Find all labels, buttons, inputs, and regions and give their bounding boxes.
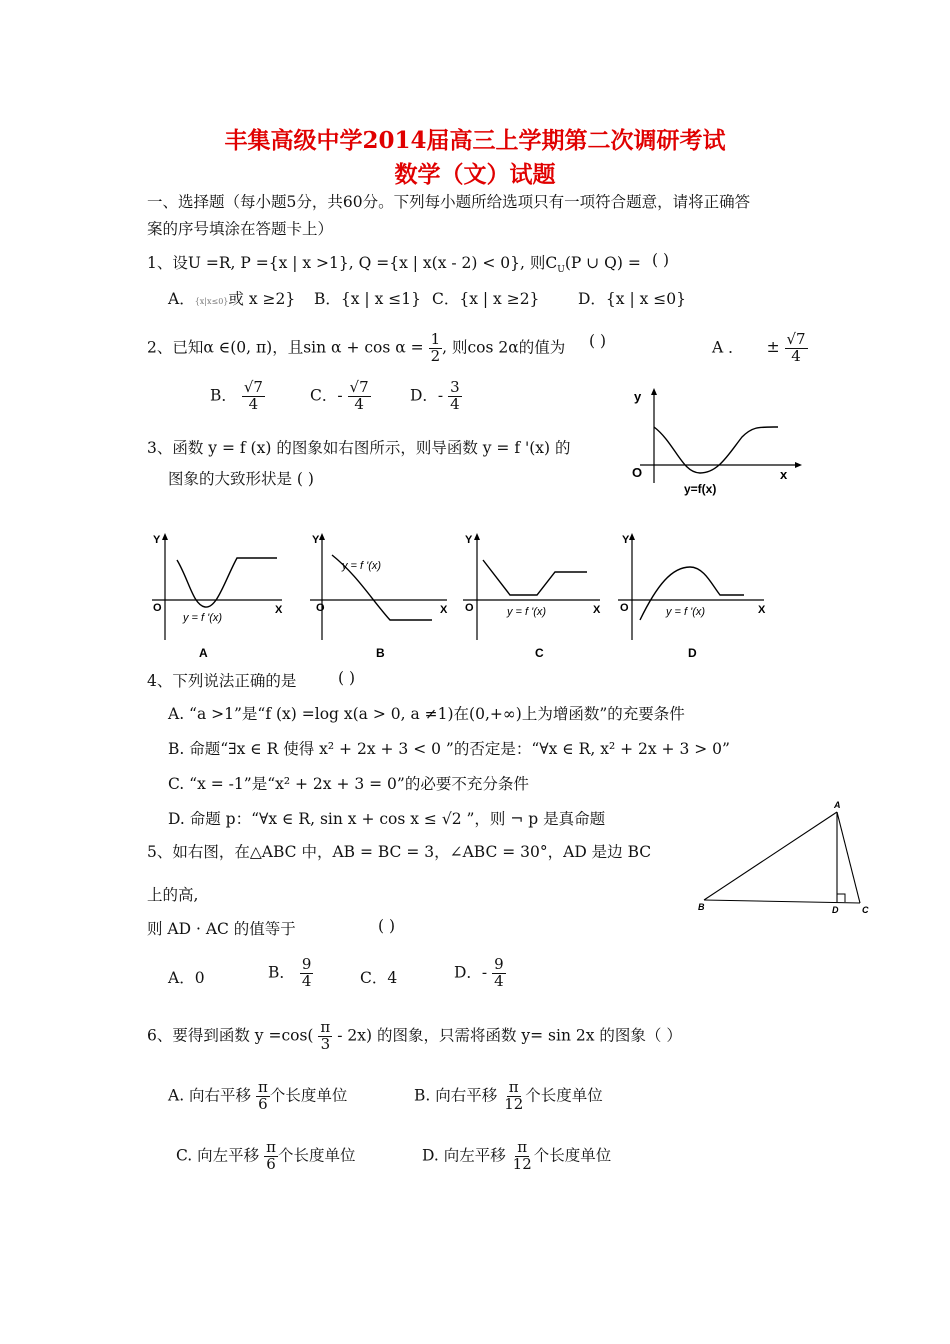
- q2-answer-blank: ( ): [589, 332, 607, 350]
- q2-a-num: √7: [786, 330, 806, 348]
- q6-pi: π: [320, 1018, 331, 1036]
- q6-d-unit: 个长度单位: [533, 1146, 612, 1165]
- section-instructions-line2: 案的序号填涂在答题卡上）: [147, 220, 334, 238]
- q2-option-a: [712, 332, 808, 365]
- q6-c-text: C. 向左平移: [176, 1146, 260, 1165]
- q6-option-a: [168, 1080, 347, 1113]
- q6-a-den: 6: [258, 1094, 268, 1113]
- section-instructions-line1: 一、选择题（每小题5分，共60分。下列每小题所给选项只有一项符合题意，请将正确答: [147, 193, 751, 211]
- q4-option-c: C. “x = -1”是“x² + 2x + 3 = 0”的必要不充分条件: [168, 775, 529, 793]
- q4-option-a: A. “a >1”是“f (x) =log x(a > 0, a ≠1)在(0,+∞)上为增函数”的充要条件: [168, 705, 685, 723]
- q3-a-x-label: X: [275, 604, 283, 616]
- q6-b-text: B. 向右平移: [414, 1086, 498, 1105]
- q2-d-num: 3: [450, 378, 460, 396]
- q2-fraction-half: [429, 332, 443, 365]
- q3-a-origin: O: [153, 602, 162, 614]
- q3-b-curve-label: y = f '(x): [342, 560, 382, 572]
- q4-option-b: B. 命题“∃x ∈ R 使得 x² + 2x + 3 < 0 ”的否定是：“∀x ∈ R, x² + 2x + 3 > 0”: [168, 740, 730, 758]
- q3-d-x-label: X: [758, 604, 766, 616]
- q3-main-curve-label: y=f(x): [684, 482, 717, 496]
- q6-fraction-pi-3: [318, 1020, 332, 1053]
- q5-option-b: [268, 957, 313, 990]
- q3-a-letter: A: [199, 646, 208, 660]
- q6-c-den: 6: [266, 1154, 276, 1173]
- q5-line2: 上的高,: [147, 886, 199, 904]
- q2-option-c: [310, 380, 371, 413]
- q3-main-origin-label: O: [632, 465, 643, 480]
- q6-a-fraction: [256, 1080, 270, 1113]
- q1-option-a-text: 或 x ≥2}: [228, 290, 296, 308]
- q2-option-b: [210, 380, 265, 413]
- q6-option-c: [176, 1140, 355, 1173]
- q5-line1: 5、如右图，在△ABC 中，AB = BC = 3，∠ABC = 30°，AD 是边 BC: [147, 843, 652, 861]
- q6-three: 3: [320, 1034, 331, 1053]
- q6-stem-text: 6、要得到函数 y =cos(: [147, 1026, 314, 1045]
- q4-option-d: D. 命题 p：“∀x ∈ R, sin x + cos x ≤ √2 ”，则 ¬ p 是真命题: [168, 810, 606, 828]
- q3-d-origin: O: [620, 602, 629, 614]
- q3-c-y-label: Y: [465, 534, 473, 546]
- q3-option-c-graph: [455, 525, 605, 665]
- q3-d-y-label: Y: [622, 534, 630, 546]
- q3-c-x-label: X: [593, 604, 601, 616]
- q3-c-curve-label: y = f '(x): [507, 606, 547, 618]
- q6-b-unit: 个长度单位: [525, 1086, 603, 1105]
- q2-option-c-label: C．-: [310, 386, 343, 405]
- q6-c-unit: 个长度单位: [277, 1146, 356, 1165]
- q2-b-num: √7: [243, 378, 263, 396]
- q1-stem: [147, 251, 641, 275]
- q6-a-unit: 个长度单位: [269, 1086, 348, 1105]
- q1-option-d: D．{x | x ≤0}: [578, 290, 686, 308]
- q6-d-text: D. 向左平移: [422, 1146, 506, 1165]
- q2-option-a-fraction: [785, 332, 808, 365]
- q5-option-b-label: B．: [268, 963, 295, 982]
- q3-main-y-label: y: [634, 389, 642, 404]
- q6-b-num: π: [508, 1078, 519, 1096]
- q6-c-fraction: [264, 1140, 278, 1173]
- q2-option-b-fraction: [242, 380, 265, 413]
- q5-d-num: 9: [494, 955, 504, 973]
- q1-option-a: [168, 287, 295, 309]
- q2-a-den: 4: [791, 346, 801, 365]
- q3-c-letter: C: [535, 646, 544, 660]
- q1-option-a-garbled-image: {x|x≤0}: [194, 297, 229, 306]
- q5-option-d-label: D．-: [454, 963, 488, 982]
- q6-stem: [147, 1020, 682, 1053]
- q3-option-b-graph: [302, 525, 452, 665]
- q1-answer-blank: ( ): [652, 251, 670, 269]
- q2-option-d-fraction: [448, 380, 462, 413]
- q1-option-a-label: A．: [168, 290, 195, 308]
- q6-c-num: π: [266, 1138, 276, 1156]
- q5-line3: 则 AD · AC 的值等于: [147, 920, 296, 938]
- q2-option-a-label: A ．: [712, 338, 744, 357]
- q5-option-b-fraction: [300, 957, 314, 990]
- q5-option-a: A．0: [168, 969, 205, 987]
- q2-c-den: 4: [354, 394, 364, 413]
- q1-option-b: B．{x | x ≤1}: [314, 290, 421, 308]
- q2-d-den: 4: [450, 394, 460, 413]
- q2-stem-text: 2、已知α ∈(0, π)，且sin α + cos α =: [147, 338, 424, 357]
- q5-triangle-figure: [692, 796, 878, 916]
- q3-main-graph: [620, 385, 810, 500]
- q3-a-y-label: Y: [153, 534, 161, 546]
- q5-foot-d: D: [832, 905, 839, 915]
- q3-a-curve-label: y = f '(x): [183, 612, 223, 624]
- q2-half-den: 2: [430, 346, 441, 365]
- q3-b-origin: O: [316, 602, 325, 614]
- q2-c-num: √7: [349, 378, 369, 396]
- q3-c-origin: O: [465, 602, 474, 614]
- q3-b-letter: B: [376, 646, 385, 660]
- q2-option-d-label: D．-: [410, 386, 444, 405]
- q3-b-y-label: Y: [312, 534, 320, 546]
- q5-option-c: C．4: [360, 969, 398, 987]
- q6-a-text: A. 向右平移: [168, 1086, 252, 1105]
- q5-option-d-fraction: [492, 957, 506, 990]
- q5-b-num: 9: [301, 955, 312, 973]
- q3-line2: 图象的大致形状是 ( ): [168, 470, 314, 488]
- q3-d-letter: D: [688, 646, 697, 660]
- q2-option-a-sign: ±: [766, 338, 780, 357]
- q6-b-den: 12: [504, 1094, 524, 1113]
- q3-b-x-label: X: [440, 604, 448, 616]
- q5-vertex-c: C: [862, 905, 869, 915]
- q2-option-b-label: B．: [210, 386, 237, 405]
- q2-option-d: [410, 380, 462, 413]
- q2-option-c-fraction: [348, 380, 371, 413]
- q1-stem-text: 1、设U =R, P ={x | x >1}, Q ={x | x(x - 2) < 0}, 则C: [147, 254, 558, 272]
- q5-vertex-a: A: [834, 800, 841, 810]
- q3-option-a-graph: [147, 525, 287, 665]
- q5-b-den: 4: [301, 971, 312, 990]
- q2-stem-tail: , 则cos 2α的值为: [442, 338, 566, 357]
- q5-d-den: 4: [494, 971, 504, 990]
- q6-b-fraction: [502, 1080, 525, 1113]
- q1-option-c: C．{x | x ≥2}: [432, 290, 540, 308]
- q2-b-den: 4: [248, 394, 259, 413]
- q2-stem: [147, 332, 565, 365]
- q5-option-d: [454, 957, 506, 990]
- q6-option-d: [422, 1140, 611, 1173]
- q3-line1: 3、函数 y = f (x) 的图象如右图所示，则导函数 y = f '(x) 的: [147, 439, 571, 457]
- q1-stem-tail: (P ∪ Q) =: [564, 254, 641, 272]
- page-title: 丰集高级中学2014届高三上学期第二次调研考试: [224, 127, 726, 154]
- q6-a-num: π: [258, 1078, 268, 1096]
- q3-main-x-label: x: [780, 467, 788, 482]
- q6-d-den: 12: [512, 1154, 532, 1173]
- q6-d-fraction: [511, 1140, 534, 1173]
- q1-subscript: U: [557, 265, 565, 276]
- q4-stem: 4、下列说法正确的是: [147, 672, 297, 690]
- q6-d-num: π: [517, 1138, 528, 1156]
- q6-stem-tail: - 2x) 的图象，只需将函数 y= sin 2x 的图象（ ）: [337, 1026, 682, 1045]
- q3-option-d-graph: [612, 525, 772, 665]
- q5-vertex-b: B: [698, 902, 705, 912]
- q6-option-b: [414, 1080, 603, 1113]
- q2-half-num: 1: [430, 330, 441, 348]
- page-subtitle: 数学（文）试题: [394, 161, 556, 188]
- q5-answer-blank: ( ): [378, 917, 396, 935]
- q3-d-curve-label: y = f '(x): [666, 606, 706, 618]
- q4-answer-blank: ( ): [338, 669, 356, 687]
